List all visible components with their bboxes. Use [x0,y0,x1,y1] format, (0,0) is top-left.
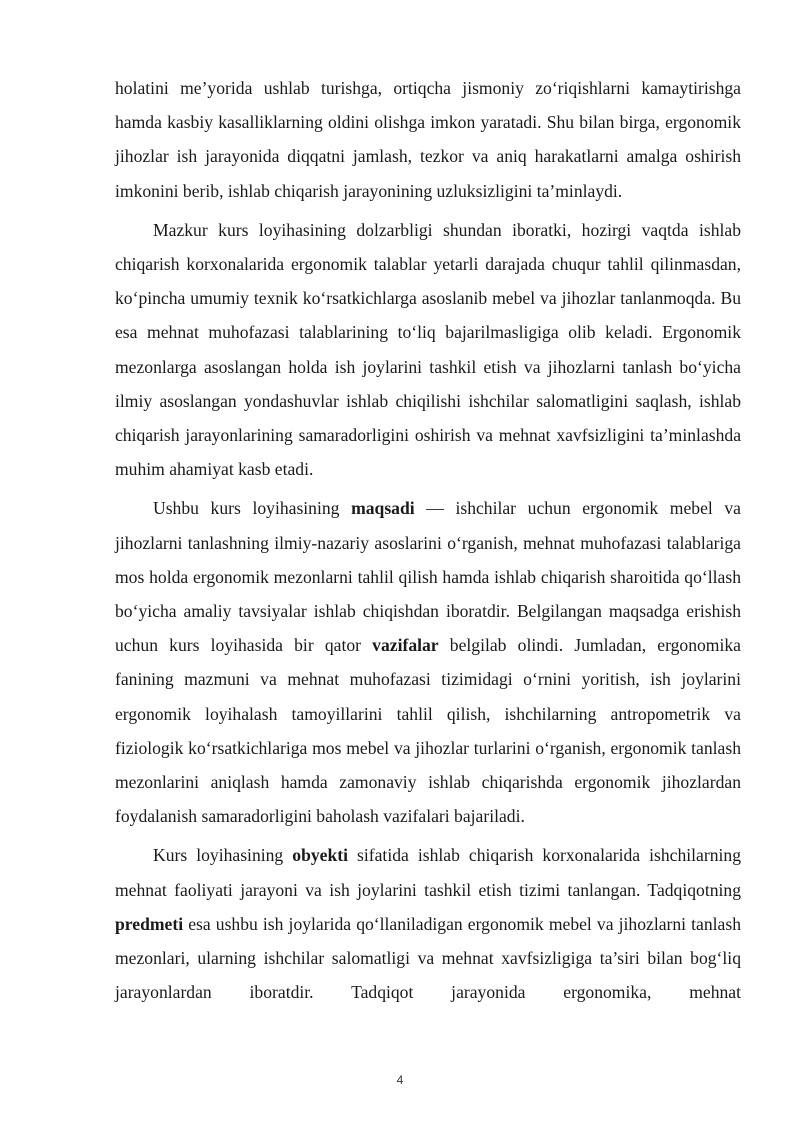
paragraph-continuation [115,71,741,208]
paragraph-text: — ishchilar uchun ergonomik mebel va jihozlarni tanlashning ilmiy-nazariy asoslarini o‘rganish, mehnat muhofazasi talablariga mos holda ergonomik mezonlarni tahlil qilish hamda ishlab chiqarish sharoitida qo‘llash bo‘yicha amaliy tavsiyalar ishlab chiqishdan iboratdir. Belgilangan maqsadga erishish uchun kurs loyihasida bir qator [115,498,741,656]
paragraph-text: belgilab olindi. Jumladan, ergonomika fanining mazmuni va mehnat muhofazasi tizimidagi o‘rnini yoritish, ish joylarini ergonomik loyihalash tamoyillarini tahlil qilish, ishchilarning antropometrik va fiziologik ko‘rsatkichlariga mos mebel va jihozlar turlarini o‘rganish, ergonomik tanlash mezonlarini aniqlash hamda zamonaviy ishlab chiqarishda ergonomik jihozlardan foydalanish samaradorligini baholash vazifalari bajariladi. [115,635,741,827]
paragraph-text: Ushbu kurs loyihasining [153,498,352,519]
bold-term-obyekti: obyekti [292,845,348,866]
bold-term-vazifalar: vazifalar [372,635,439,656]
paragraph-goal-tasks [115,491,741,833]
body-text [115,71,741,1009]
bold-term-predmeti: predmeti [115,913,184,934]
paragraph-text: Mazkur kurs loyihasining dolzarbligi shundan iboratki, hozirgi vaqtda ishlab chiqarish korxonalarida ergonomik talablar yetarli darajada chuqur tahlil qilinmasdan, ko‘pincha umumiy texnik ko‘rsatkichlarga asoslanib mebel va jihozlar tanlanmoqda. Bu esa mehnat muhofazasi talablarining to‘liq bajarilmasligiga olib keladi. Ergonomik mezonlarga asoslangan holda ish joylarini tashkil etish va jihozlarni tanlash bo‘yicha ilmiy asoslangan yondashuvlar ishlab chiqilishi ishchilar salomatligini saqlash, ishlab chiqarish jarayonlarining samaradorligini oshirish va mehnat xavfsizligini ta’minlashda muhim ahamiyat kasb etadi. [115,219,741,480]
page-number: 4 [396,1073,404,1087]
paragraph-text: Kurs loyihasining [153,845,293,866]
paragraph-text: sifatida ishlab chiqarish korxonalarida ishchilarning mehnat faoliyati jarayoni va ish joylarini tashkil etish tizimi tanlangan. Tadqiqotning [115,845,742,900]
paragraph-object-subject [115,838,741,1009]
bold-term-maqsadi: maqsadi [351,498,415,519]
paragraph-text: esa ushbu ish joylarida qo‘llaniladigan ergonomik mebel va jihozlarni tanlash mezonlari, ularning ishchilar salomatligi va mehnat xavfsizligiga ta’siri bilan bog‘liq jarayonlardan iboratdir. Tadqiqot jarayonida ergonomika, mehnat [115,913,741,1003]
paragraph-relevance [115,213,741,487]
paragraph-text: holatini me’yorida ushlab turishga, ortiqcha jismoniy zo‘riqishlarni kamaytirishga hamda kasbiy kasalliklarning oldini olishga imkon yaratadi. Shu bilan birga, ergonomik jihozlar ish jarayonida diqqatni jamlash, tezkor va aniq harakatlarni amalga oshirish imkonini berib, ishlab chiqarish jarayonining uzluksizligini ta’minlaydi. [115,78,741,201]
